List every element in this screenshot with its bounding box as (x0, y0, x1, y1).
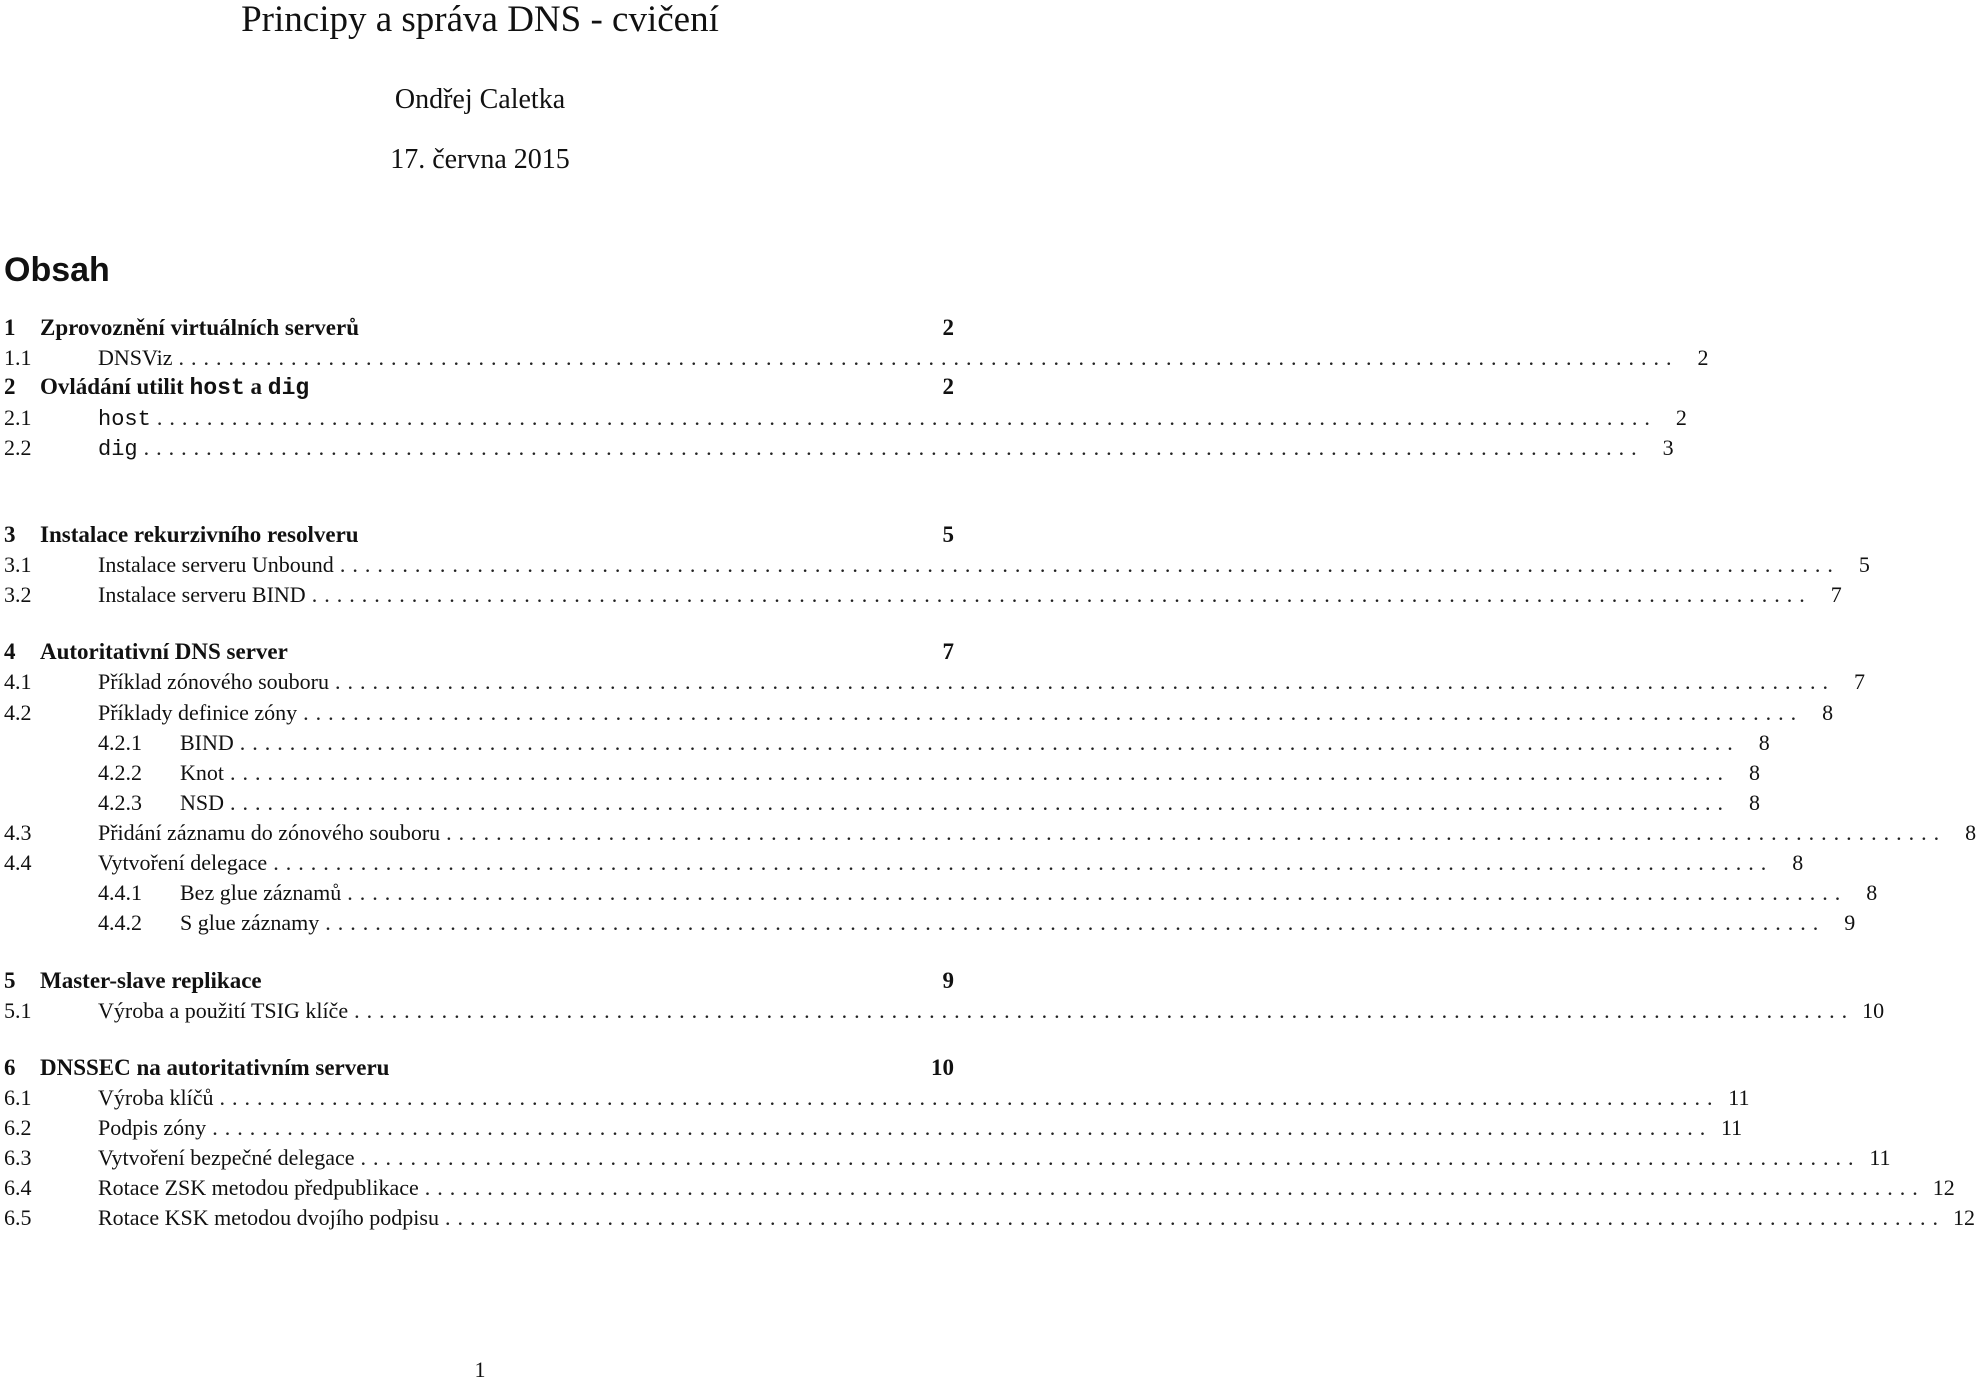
toc-subsection[interactable] (0, 848, 1804, 878)
toc-subsubsection[interactable] (0, 908, 1856, 938)
document-date: 17. června 2015 (390, 144, 570, 175)
toc-subsection[interactable] (0, 818, 1977, 848)
toc-label: Autoritativní DNS server (40, 639, 288, 664)
toc-page-number: 8 (1965, 820, 1977, 845)
toc-page-number: 8 (1822, 700, 1834, 725)
toc-number: 6.1 (4, 1085, 32, 1110)
toc-subsection[interactable] (0, 698, 1834, 728)
toc-label: Podpis zóny (98, 1115, 207, 1140)
toc-number: 1.1 (4, 345, 32, 370)
toc-page-number: 7 (942, 639, 954, 664)
toc-label: Rotace KSK metodou dvojího podpisu (98, 1205, 439, 1230)
toc-label: Výroba a použití TSIG klíče (98, 998, 349, 1023)
toc-page-number: 8 (1758, 730, 1770, 755)
toc-page-number: 5 (1858, 552, 1870, 577)
toc-label: Bez glue záznamů (180, 880, 342, 905)
toc-label-part: a (244, 374, 268, 399)
toc-number: 6.4 (4, 1175, 32, 1200)
toc-leader-dots: ........................................................................................................................ (178, 345, 1679, 370)
toc-page-number: 2 (1697, 345, 1709, 370)
toc-label: NSD (180, 790, 225, 815)
toc-label-part: Ovládání utilit (40, 374, 190, 399)
toc-leader-dots: ........................................................................................................................ (360, 1145, 1861, 1170)
toc-leader-dots: ........................................................................................................................ (347, 880, 1848, 905)
toc-subsection[interactable] (0, 550, 1870, 580)
toc-subsection[interactable] (0, 343, 1709, 373)
toc-section[interactable] (0, 966, 960, 996)
toc-leader-dots: ........................................................................................................................ (239, 730, 1740, 755)
toc-leader-dots: ........................................................................................................................ (339, 552, 1840, 577)
toc-leader-dots: ........................................................................................................................ (156, 405, 1657, 430)
toc-label: Instalace serveru Unbound (98, 552, 334, 577)
toc-number: 4.1 (4, 669, 32, 694)
toc-page-number: 12 (1932, 1175, 1955, 1200)
toc-number: 4 (4, 639, 16, 664)
toc-leader-dots: ........................................................................................................................ (230, 760, 1730, 785)
toc-leader-dots: ........................................................................................................................ (354, 998, 1855, 1023)
toc-page-number: 5 (942, 522, 954, 547)
toc-section[interactable] (0, 637, 960, 667)
toc-subsection[interactable] (0, 1173, 1955, 1203)
toc-label: Vytvoření bezpečné delegace (98, 1145, 355, 1170)
toc-subsection[interactable] (0, 1113, 1743, 1143)
toc-page-number: 9 (942, 968, 954, 993)
toc-leader-dots: ........................................................................................................................ (219, 1085, 1720, 1110)
toc-page-number: 2 (942, 315, 954, 340)
toc-label: DNSSEC na autoritativním serveru (40, 1055, 390, 1080)
toc-leader-dots: ........................................................................................................................ (446, 820, 1947, 845)
toc-heading: Obsah (4, 251, 110, 289)
toc-section[interactable] (0, 313, 960, 343)
toc-label: Knot (180, 760, 224, 785)
toc-subsection[interactable] (0, 1143, 1891, 1173)
document-title: Principy a správa DNS - cvičení (241, 0, 719, 40)
toc-leader-dots: ........................................................................................................................ (303, 700, 1804, 725)
toc-label-part: dig (267, 375, 310, 401)
document-author: Ondřej Caletka (394, 84, 566, 115)
toc-label: Rotace ZSK metodou předpublikace (98, 1175, 419, 1200)
toc-label-part: host (189, 375, 245, 401)
toc-label: dig (98, 437, 138, 462)
toc-label: Příklady definice zóny (98, 700, 298, 725)
toc-number: 3.1 (4, 552, 32, 577)
toc-leader-dots: ........................................................................................................................ (143, 435, 1644, 460)
toc-number: 4.4 (4, 850, 32, 875)
toc-subsection[interactable] (0, 433, 1674, 463)
toc-number: 4.2 (4, 700, 32, 725)
toc-page-number: 12 (1952, 1205, 1975, 1230)
toc-section[interactable] (0, 520, 960, 550)
toc-number: 4.3 (4, 820, 32, 845)
toc-number: 2.1 (4, 405, 32, 430)
toc-label: DNSViz (98, 345, 173, 370)
page-number: 1 (474, 1357, 486, 1382)
toc-number: 6.3 (4, 1145, 32, 1170)
toc-label: S glue záznamy (180, 910, 320, 935)
toc-number: 4.4.2 (98, 910, 142, 935)
toc-subsection[interactable] (0, 403, 1687, 433)
toc-subsection[interactable] (0, 996, 1885, 1026)
toc-number: 6.5 (4, 1205, 32, 1230)
toc-number: 6 (4, 1055, 16, 1080)
toc-label: Instalace rekurzivního resolveru (40, 522, 359, 547)
toc-label: Výroba klíčů (98, 1085, 214, 1110)
toc-page-number: 11 (1728, 1085, 1750, 1110)
toc-page-number: 7 (1853, 669, 1865, 694)
toc-number: 2 (4, 374, 16, 399)
toc-page-number: 8 (1792, 850, 1804, 875)
toc-number: 6.2 (4, 1115, 32, 1140)
toc-subsection[interactable] (0, 580, 1842, 610)
toc-subsubsection[interactable] (0, 728, 1770, 758)
toc-label: Zprovoznění virtuálních serverů (40, 315, 360, 340)
toc-number: 1 (4, 315, 16, 340)
toc-leader-dots: ........................................................................................................................ (444, 1205, 1945, 1230)
toc-subsubsection[interactable] (0, 788, 1761, 818)
toc-label: BIND (180, 730, 234, 755)
toc-number: 2.2 (4, 435, 32, 460)
toc-label: host (98, 407, 151, 432)
toc-number: 4.2.3 (98, 790, 142, 815)
toc-leader-dots: ........................................................................................................................ (334, 669, 1835, 694)
toc-section[interactable] (0, 372, 960, 402)
toc-leader-dots: ........................................................................................................................ (273, 850, 1774, 875)
toc-leader-dots: ........................................................................................................................ (212, 1115, 1713, 1140)
toc-label: Master-slave replikace (40, 968, 262, 993)
toc-leader-dots: ........................................................................................................................ (311, 582, 1812, 607)
toc-number: 4.2.1 (98, 730, 142, 755)
toc-number: 3 (4, 522, 16, 547)
toc-number: 5 (4, 968, 16, 993)
toc-number: 4.2.2 (98, 760, 142, 785)
toc-number: 3.2 (4, 582, 32, 607)
toc-page-number: 8 (1749, 790, 1761, 815)
toc-number: 5.1 (4, 998, 32, 1023)
toc-subsection[interactable] (0, 1083, 1750, 1113)
toc-page-number: 7 (1830, 582, 1842, 607)
toc-leader-dots: ........................................................................................................................ (325, 910, 1826, 935)
toc-page-number: 2 (1675, 405, 1687, 430)
toc-page-number: 8 (1749, 760, 1760, 785)
toc-page-number: 2 (942, 374, 954, 399)
toc-page-number: 8 (1866, 880, 1878, 905)
toc-section[interactable] (0, 1053, 960, 1083)
toc-label: Vytvoření delegace (98, 850, 268, 875)
toc-subsubsection[interactable] (0, 758, 1760, 788)
toc-subsection[interactable] (0, 1203, 1975, 1233)
toc-leader-dots: ........................................................................................................................ (424, 1175, 1925, 1200)
toc-label: Instalace serveru BIND (98, 582, 306, 607)
toc-subsubsection[interactable] (0, 878, 1878, 908)
toc-label (40, 372, 309, 403)
toc-label: Přidání záznamu do zónového souboru (98, 820, 441, 845)
toc-leader-dots: ........................................................................................................................ (230, 790, 1731, 815)
toc-page-number: 3 (1662, 435, 1674, 460)
toc-page-number: 9 (1844, 910, 1856, 935)
toc-page-number: 11 (1869, 1145, 1891, 1170)
toc-page-number: 10 (1862, 998, 1885, 1023)
toc-label: Příklad zónového souboru (98, 669, 329, 694)
toc-subsection[interactable] (0, 667, 1865, 697)
toc-page-number: 11 (1721, 1115, 1743, 1140)
toc-number: 4.4.1 (98, 880, 142, 905)
toc-page-number: 10 (931, 1055, 954, 1080)
